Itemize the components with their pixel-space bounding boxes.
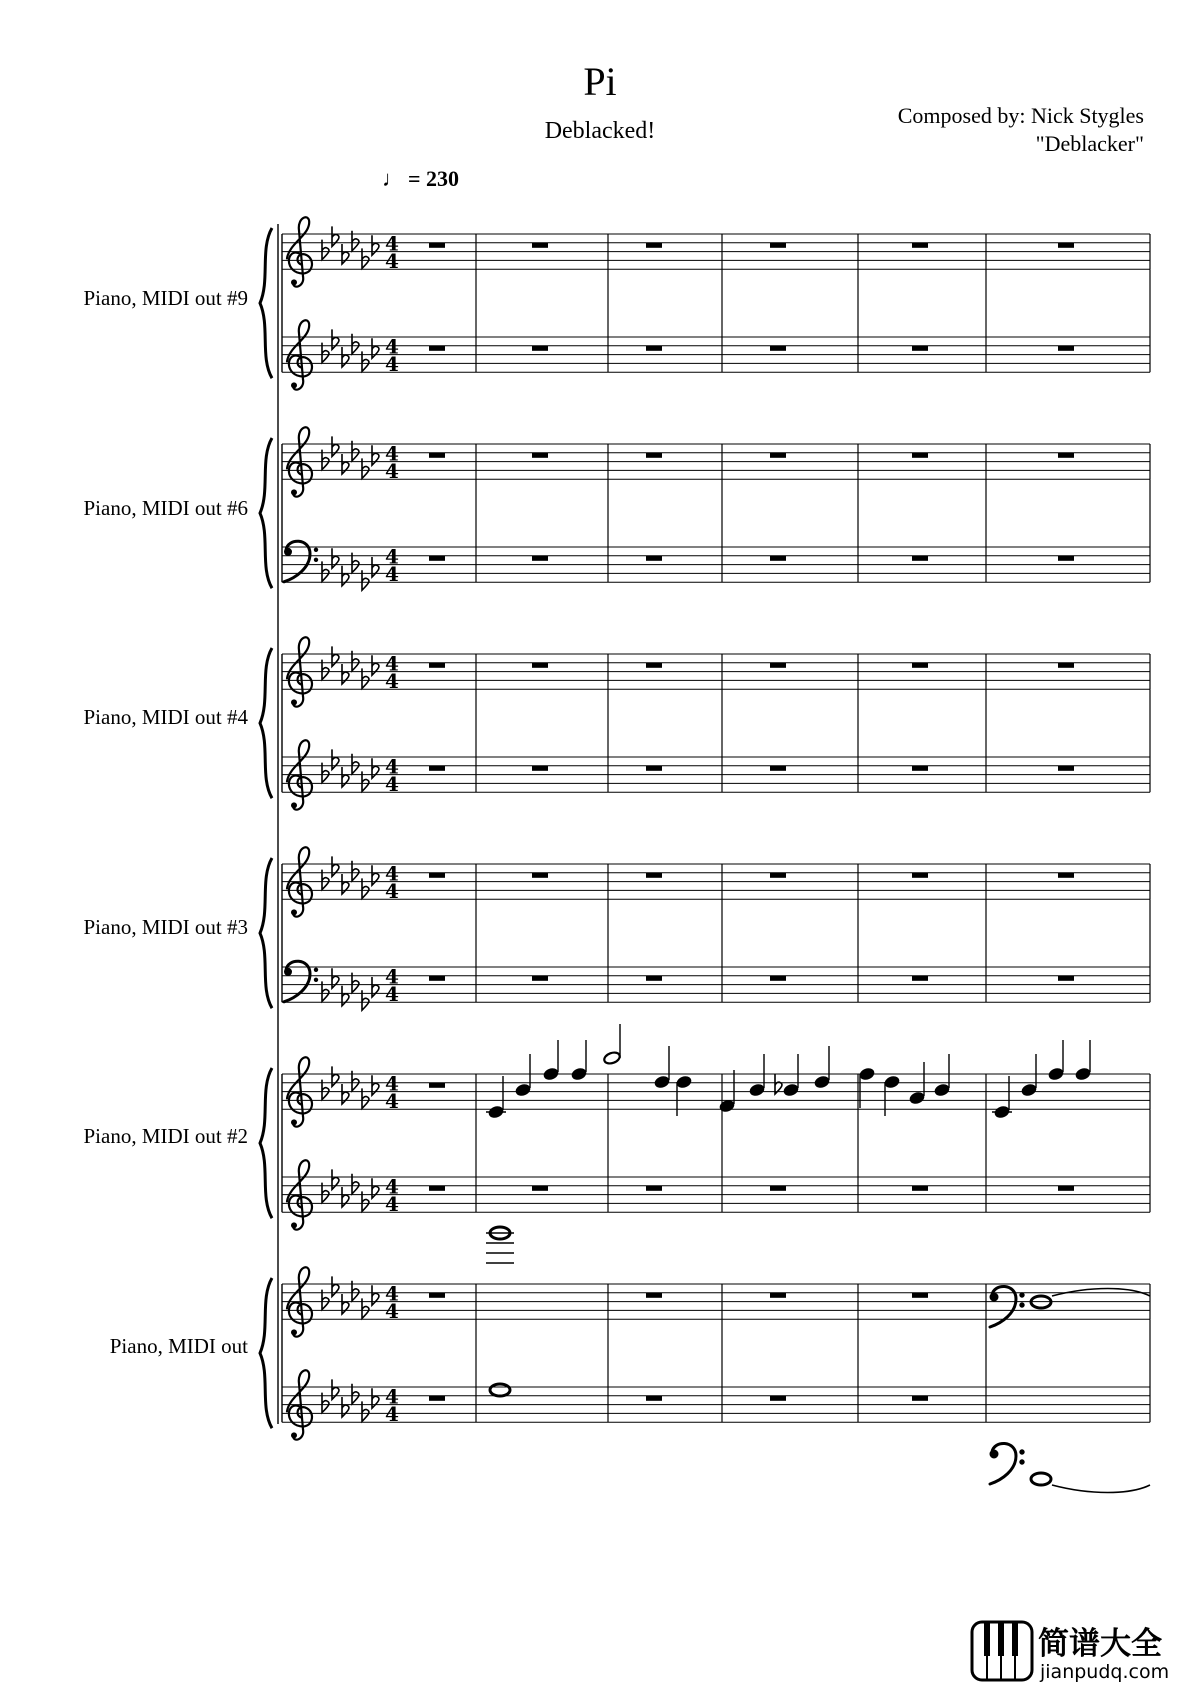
whole-rest bbox=[912, 453, 928, 458]
whole-rest bbox=[532, 976, 548, 981]
whole-rest bbox=[646, 1396, 662, 1401]
whole-rest bbox=[532, 1186, 548, 1191]
whole-rest bbox=[532, 873, 548, 878]
whole-rest bbox=[1058, 453, 1074, 458]
instrument-label: Piano, MIDI out bbox=[109, 1334, 248, 1358]
brace bbox=[260, 1278, 272, 1428]
whole-rest bbox=[770, 766, 786, 771]
time-signature-bottom: 4 bbox=[385, 1299, 399, 1324]
flat-icon bbox=[342, 986, 349, 1006]
flat-icon bbox=[332, 968, 339, 988]
flat-icon bbox=[332, 329, 339, 349]
note bbox=[654, 1046, 671, 1089]
whole-rest bbox=[429, 453, 445, 458]
flat-icon bbox=[372, 1285, 379, 1305]
time-signature-top: 4 bbox=[385, 441, 399, 466]
time-signature-bottom: 4 bbox=[385, 879, 399, 904]
whole-rest bbox=[912, 1293, 928, 1298]
flat-icon bbox=[372, 865, 379, 885]
whole-note bbox=[1031, 1473, 1150, 1493]
composer-alias: "Deblacker" bbox=[1035, 131, 1144, 156]
whole-rest bbox=[770, 243, 786, 248]
time-signature-top: 4 bbox=[385, 334, 399, 359]
whole-rest bbox=[532, 556, 548, 561]
whole-rest bbox=[646, 766, 662, 771]
whole-rest bbox=[912, 976, 928, 981]
whole-rest bbox=[770, 453, 786, 458]
note bbox=[603, 1024, 621, 1065]
whole-note bbox=[486, 1227, 514, 1263]
whole-rest bbox=[770, 1396, 786, 1401]
note bbox=[859, 1067, 876, 1108]
bass-clef-icon bbox=[990, 1443, 1024, 1484]
flat-icon bbox=[372, 557, 379, 577]
time-signature-top: 4 bbox=[385, 1281, 399, 1306]
score-subtitle: Deblacked! bbox=[544, 118, 656, 144]
flat-icon bbox=[342, 767, 349, 787]
watermark-url: jianpudq.com bbox=[1040, 1661, 1170, 1683]
brace bbox=[260, 438, 272, 588]
flat-icon bbox=[372, 1178, 379, 1198]
whole-rest bbox=[532, 663, 548, 668]
flat-icon bbox=[342, 1397, 349, 1417]
flat-icon bbox=[332, 856, 339, 876]
time-signature-top: 4 bbox=[385, 544, 399, 569]
time-signature-bottom: 4 bbox=[385, 982, 399, 1007]
whole-rest bbox=[912, 346, 928, 351]
piano-icon bbox=[972, 1622, 1032, 1680]
whole-rest bbox=[429, 976, 445, 981]
whole-rest bbox=[1058, 663, 1074, 668]
time-signature-top: 4 bbox=[385, 861, 399, 886]
brace bbox=[260, 228, 272, 378]
flat-icon bbox=[342, 874, 349, 894]
time-signature-top: 4 bbox=[385, 1174, 399, 1199]
whole-rest bbox=[646, 453, 662, 458]
whole-rest bbox=[429, 663, 445, 668]
staves bbox=[260, 217, 1150, 1439]
time-signature-top: 4 bbox=[385, 651, 399, 676]
whole-rest bbox=[532, 766, 548, 771]
note bbox=[1021, 1054, 1038, 1097]
whole-rest bbox=[770, 1186, 786, 1191]
score-title: Pi bbox=[583, 59, 617, 104]
composer-name: Composed by: Nick Stygles bbox=[897, 103, 1144, 128]
note bbox=[749, 1054, 766, 1097]
flat-icon bbox=[342, 244, 349, 264]
time-signature-top: 4 bbox=[385, 1071, 399, 1096]
note bbox=[775, 1054, 799, 1097]
time-signature-top: 4 bbox=[385, 231, 399, 256]
flat-icon bbox=[372, 977, 379, 997]
whole-rest bbox=[429, 873, 445, 878]
whole-rest bbox=[646, 243, 662, 248]
instrument-label: Piano, MIDI out #3 bbox=[83, 915, 248, 939]
flat-icon bbox=[342, 664, 349, 684]
whole-rest bbox=[1058, 243, 1074, 248]
whole-rest bbox=[912, 556, 928, 561]
whole-rest bbox=[429, 766, 445, 771]
whole-rest bbox=[770, 556, 786, 561]
flat-icon bbox=[372, 1388, 379, 1408]
whole-rest bbox=[1058, 1186, 1074, 1191]
flat-icon bbox=[332, 1379, 339, 1399]
whole-rest bbox=[770, 1293, 786, 1298]
watermark-brand: 简谱大全 bbox=[1038, 1626, 1162, 1662]
whole-rest bbox=[646, 663, 662, 668]
note bbox=[676, 1075, 693, 1116]
note bbox=[1048, 1040, 1065, 1081]
whole-rest bbox=[770, 663, 786, 668]
flat-icon bbox=[372, 1075, 379, 1095]
tempo-value: = 230 bbox=[408, 166, 460, 191]
whole-rest bbox=[1058, 766, 1074, 771]
whole-rest bbox=[646, 1293, 662, 1298]
instrument-label: Piano, MIDI out #2 bbox=[83, 1124, 248, 1148]
flat-icon bbox=[332, 646, 339, 666]
note bbox=[571, 1040, 588, 1081]
flat-icon bbox=[332, 1276, 339, 1296]
time-signature-bottom: 4 bbox=[385, 562, 399, 587]
flat-icon bbox=[342, 347, 349, 367]
watermark-logo bbox=[970, 1618, 1190, 1688]
time-signature-bottom: 4 bbox=[385, 669, 399, 694]
note bbox=[1075, 1040, 1092, 1081]
flat-icon bbox=[342, 566, 349, 586]
flat-icon bbox=[342, 1084, 349, 1104]
flat-icon bbox=[342, 454, 349, 474]
whole-rest bbox=[646, 346, 662, 351]
flat-icon bbox=[332, 548, 339, 568]
time-signature-top: 4 bbox=[385, 1384, 399, 1409]
note bbox=[515, 1054, 532, 1097]
instrument-label: Piano, MIDI out #9 bbox=[83, 286, 248, 310]
note bbox=[934, 1054, 951, 1097]
time-signature-bottom: 4 bbox=[385, 352, 399, 377]
brace bbox=[260, 1068, 272, 1218]
flat-icon bbox=[372, 338, 379, 358]
whole-rest bbox=[429, 1396, 445, 1401]
whole-rest bbox=[1058, 976, 1074, 981]
whole-rest bbox=[429, 1083, 445, 1088]
brace bbox=[260, 648, 272, 798]
whole-rest bbox=[429, 556, 445, 561]
flat-icon bbox=[332, 749, 339, 769]
time-signature-bottom: 4 bbox=[385, 1089, 399, 1114]
whole-rest bbox=[646, 556, 662, 561]
time-signature-bottom: 4 bbox=[385, 772, 399, 797]
flat-icon bbox=[372, 235, 379, 255]
whole-rest bbox=[532, 346, 548, 351]
whole-rest bbox=[912, 663, 928, 668]
instrument-label: Piano, MIDI out #6 bbox=[83, 496, 248, 520]
whole-rest bbox=[1058, 556, 1074, 561]
whole-rest bbox=[770, 346, 786, 351]
flat-icon bbox=[342, 1294, 349, 1314]
whole-rest bbox=[532, 243, 548, 248]
note bbox=[909, 1062, 926, 1105]
note bbox=[543, 1040, 560, 1081]
time-signature-bottom: 4 bbox=[385, 459, 399, 484]
flat-icon bbox=[342, 1187, 349, 1207]
flat-icon bbox=[372, 758, 379, 778]
whole-rest bbox=[770, 873, 786, 878]
flat-icon bbox=[332, 436, 339, 456]
notes-midi-out bbox=[486, 1227, 1150, 1493]
whole-rest bbox=[770, 976, 786, 981]
whole-rest bbox=[646, 873, 662, 878]
whole-rest bbox=[429, 346, 445, 351]
notes-midi-2 bbox=[486, 1024, 1091, 1119]
brace bbox=[260, 858, 272, 1008]
quarter-note-icon: ♩ bbox=[382, 166, 404, 191]
whole-rest bbox=[912, 873, 928, 878]
whole-rest bbox=[912, 1396, 928, 1401]
whole-note bbox=[490, 1384, 510, 1396]
flat-icon bbox=[332, 1169, 339, 1189]
whole-rest bbox=[532, 453, 548, 458]
whole-rest bbox=[646, 976, 662, 981]
time-signature-bottom: 4 bbox=[385, 1192, 399, 1217]
time-signature-top: 4 bbox=[385, 964, 399, 989]
whole-rest bbox=[429, 1293, 445, 1298]
flat-icon bbox=[332, 1066, 339, 1086]
note bbox=[884, 1075, 901, 1116]
time-signature-top: 4 bbox=[385, 754, 399, 779]
whole-note bbox=[1031, 1289, 1150, 1309]
whole-rest bbox=[912, 1186, 928, 1191]
whole-rest bbox=[912, 766, 928, 771]
whole-rest bbox=[1058, 873, 1074, 878]
flat-icon bbox=[372, 655, 379, 675]
flat-icon bbox=[372, 445, 379, 465]
whole-rest bbox=[646, 1186, 662, 1191]
whole-rest bbox=[1058, 346, 1074, 351]
instrument-label: Piano, MIDI out #4 bbox=[83, 705, 248, 729]
flat-icon bbox=[332, 226, 339, 246]
note bbox=[814, 1046, 831, 1089]
whole-rest bbox=[429, 1186, 445, 1191]
whole-rest bbox=[912, 243, 928, 248]
whole-rest bbox=[429, 243, 445, 248]
time-signature-bottom: 4 bbox=[385, 249, 399, 274]
time-signature-bottom: 4 bbox=[385, 1402, 399, 1427]
